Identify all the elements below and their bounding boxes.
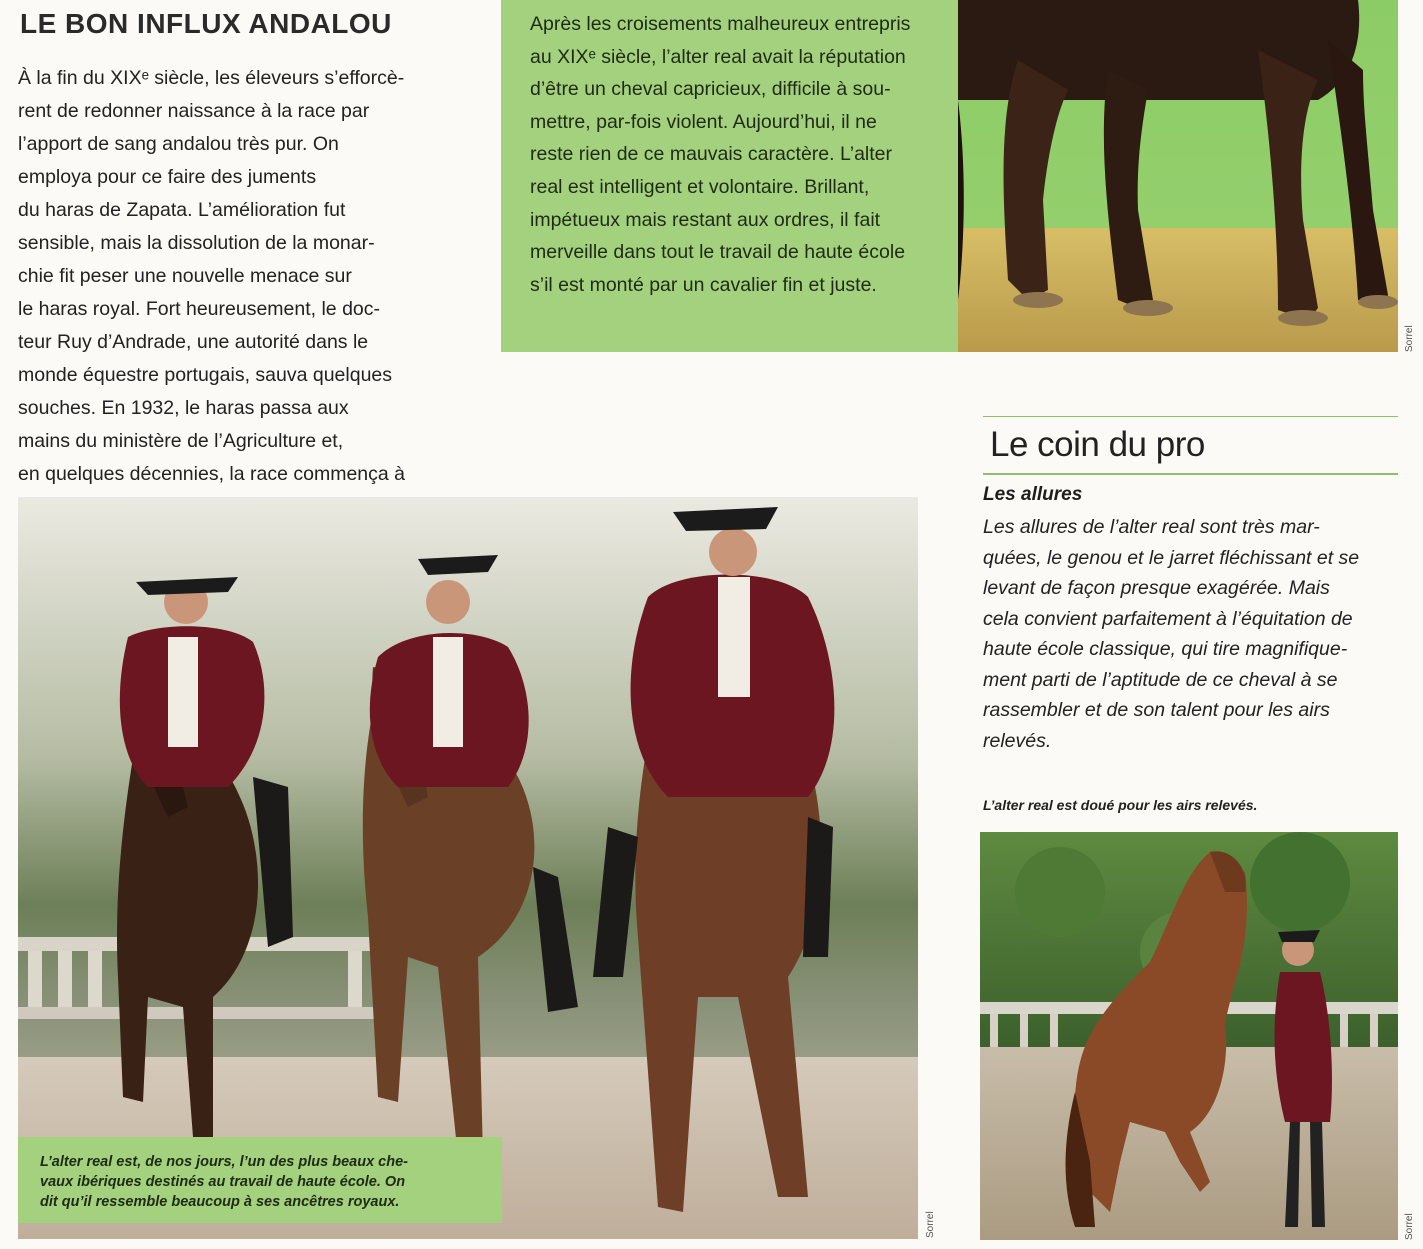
article-line: employa pour ce faire des juments (18, 166, 317, 188)
temperament-line: impétueux mais restant aux ordres, il fait (530, 208, 881, 231)
pro-line: cela convient parfaitement à l’équitation de (983, 607, 1353, 630)
rearing-photo-caption: L’alter real est doué pour les airs relevés. (983, 797, 1258, 813)
riders-caption-line: L’alter real est, de nos jours, l’un des plus beaux che- (40, 1154, 408, 1170)
temperament-line: s’il est monté par un cavalier fin et juste. (530, 273, 877, 296)
pro-section-title: Le coin du pro (990, 425, 1205, 464)
article-line: teur Ruy d’Andrade, une autorité dans le (18, 331, 369, 353)
riders-photo (18, 497, 918, 1239)
photo-credit-rearing: Sorrel (1404, 1213, 1415, 1240)
pro-line: relevés. (983, 729, 1052, 752)
section-rule-top (983, 416, 1398, 417)
pro-line: haute école classique, qui tire magnifique- (983, 638, 1348, 660)
riders-caption (40, 1152, 480, 1212)
article-line: du haras de Zapata. L’amélioration fut (18, 199, 346, 221)
pro-line: levant de façon presque exagérée. Mais (983, 577, 1330, 599)
temperament-line: reste rien de ce mauvais caractère. L’alter (530, 143, 893, 166)
temperament-line: d’être un cheval capricieux, difficile à sou- (530, 78, 891, 101)
article-line: le haras royal. Fort heureusement, le doc- (18, 298, 381, 320)
horse-legs-photo (958, 0, 1398, 352)
article-line: rent de redonner naissance à la race par (18, 100, 370, 122)
riders-caption-line: vaux ibériques destinés au travail de haute école. On (40, 1174, 406, 1190)
article-line: À la fin du XIXᵉ siècle, les éleveurs s’efforcè- (18, 67, 405, 89)
pro-line: Les allures de l’alter real sont très mar- (983, 516, 1320, 538)
article-line: en quelques décennies, la race commença à (18, 463, 405, 485)
article-line: sensible, mais la dissolution de la monar- (18, 232, 375, 254)
article-body (18, 62, 438, 524)
temperament-line: merveille dans tout le travail de haute école (530, 241, 906, 264)
temperament-line: Après les croisements malheureux entrepris (530, 13, 911, 35)
article-line: l’apport de sang andalou très pur. On (18, 133, 339, 155)
temperament-text (530, 8, 940, 301)
pro-line: quées, le genou et le jarret fléchissant et se (983, 546, 1360, 569)
article-line: monde équestre portugais, sauva quelques (18, 364, 393, 386)
temperament-line: au XIXᵉ siècle, l’alter real avait la réputation (530, 45, 906, 68)
photo-credit-top: Sorrel (1404, 325, 1415, 352)
pro-line: ment parti de l’aptitude de ce cheval à se (983, 668, 1338, 691)
article-line: mains du ministère de l’Agriculture et, (18, 430, 344, 452)
photo-credit-riders: Sorrel (925, 1211, 936, 1238)
pro-section-subtitle: Les allures (983, 484, 1083, 505)
article-line: souches. En 1932, le haras passa aux (18, 397, 349, 419)
temperament-line: real est intelligent et volontaire. Brillant, (530, 175, 870, 198)
rearing-horse-photo (980, 832, 1398, 1240)
riders-caption-line: dit qu’il ressemble beaucoup à ses ancêtres royaux. (40, 1194, 400, 1210)
article-line: chie fit peser une nouvelle menace sur (18, 265, 352, 287)
section-rule-bottom (983, 473, 1398, 475)
temperament-line: mettre, par-fois violent. Aujourd’hui, il ne (530, 110, 877, 133)
pro-line: rassembler et de son talent pour les airs (983, 699, 1330, 721)
article-title: LE BON INFLUX ANDALOU (20, 8, 392, 39)
pro-section-body (983, 512, 1398, 756)
